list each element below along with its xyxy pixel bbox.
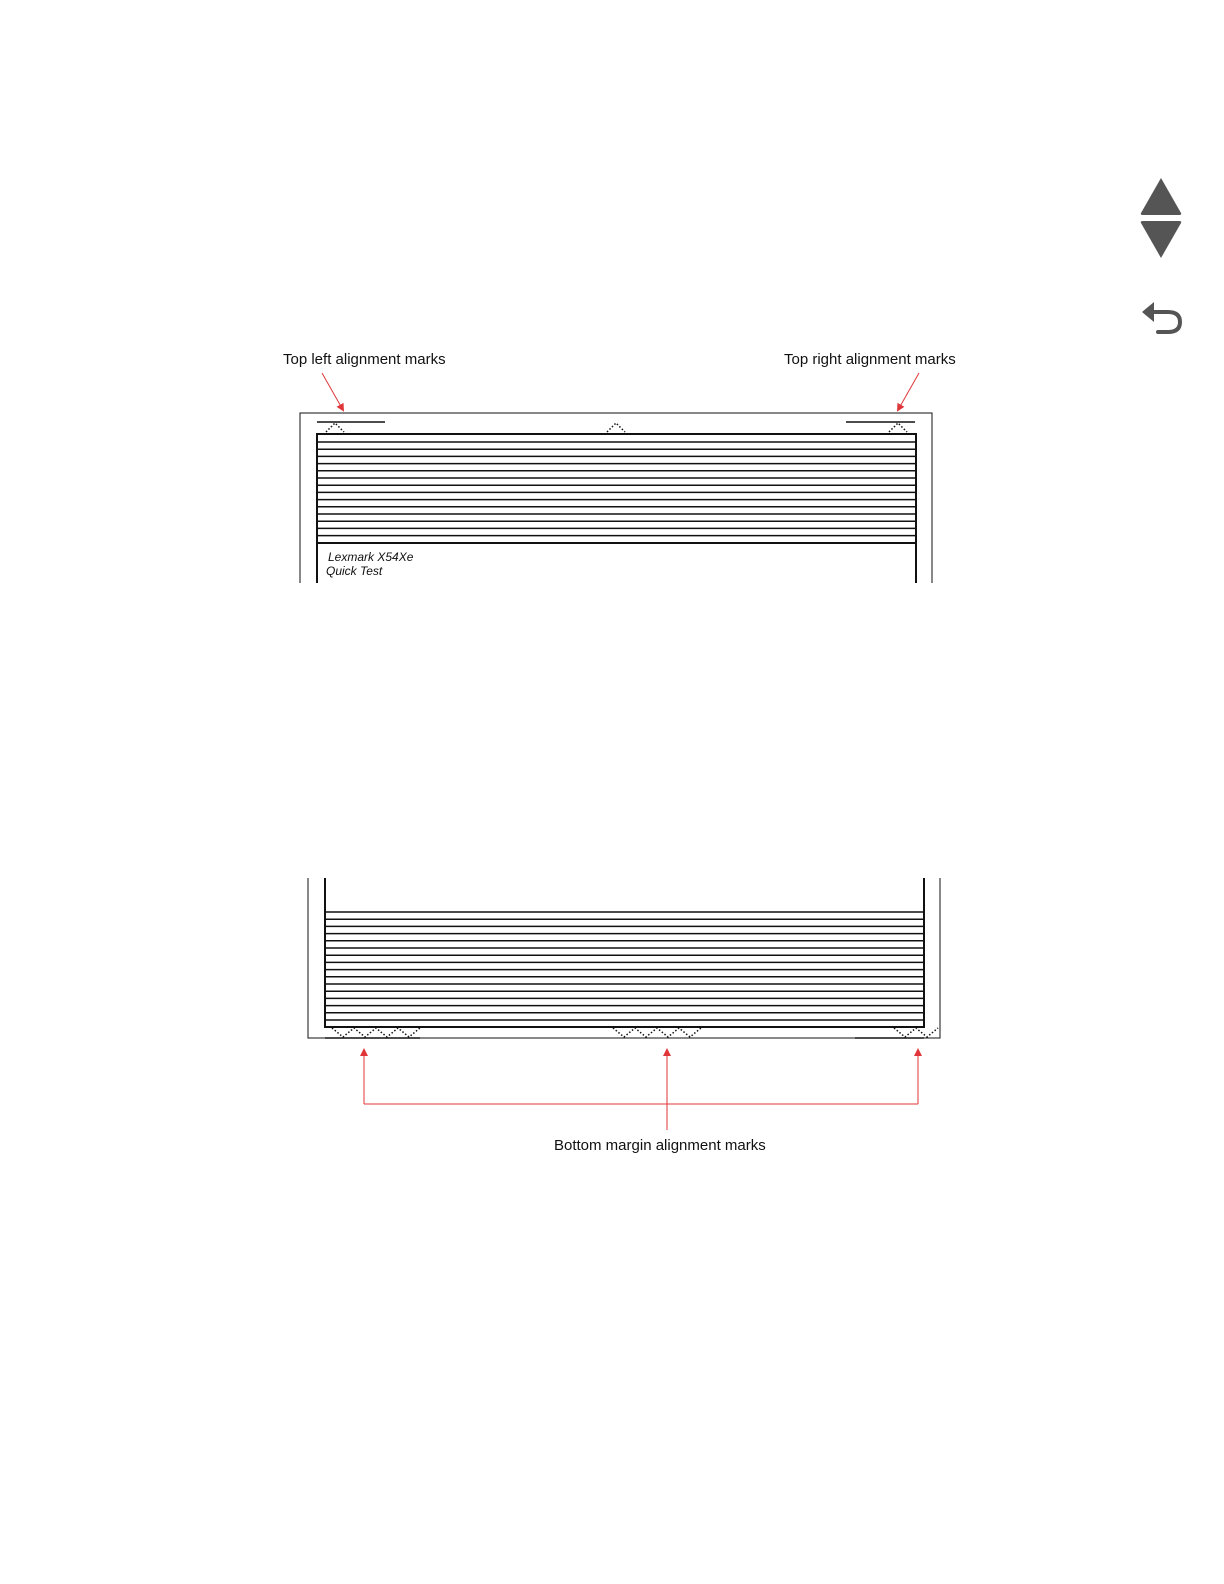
sample-test-text: Quick Test	[326, 564, 383, 578]
top-print-sample	[300, 413, 932, 583]
top-right-label: Top right alignment marks	[784, 351, 956, 368]
zigzag-mark	[332, 1028, 420, 1037]
bottom-test-lines	[325, 912, 924, 1020]
top-right-arrow	[898, 373, 919, 410]
sample-model-text: Lexmark X54Xe	[328, 550, 414, 564]
bottom-callout	[364, 1050, 918, 1130]
top-test-lines	[317, 442, 916, 543]
bottom-margin-label: Bottom margin alignment marks	[554, 1137, 766, 1154]
bottom-zigzag-marks	[332, 1028, 938, 1037]
top-left-arrow	[322, 373, 343, 410]
zigzag-mark	[894, 1028, 938, 1037]
bottom-print-sample	[308, 878, 940, 1038]
top-left-label: Top left alignment marks	[283, 351, 446, 368]
zigzag-mark	[613, 1028, 701, 1037]
